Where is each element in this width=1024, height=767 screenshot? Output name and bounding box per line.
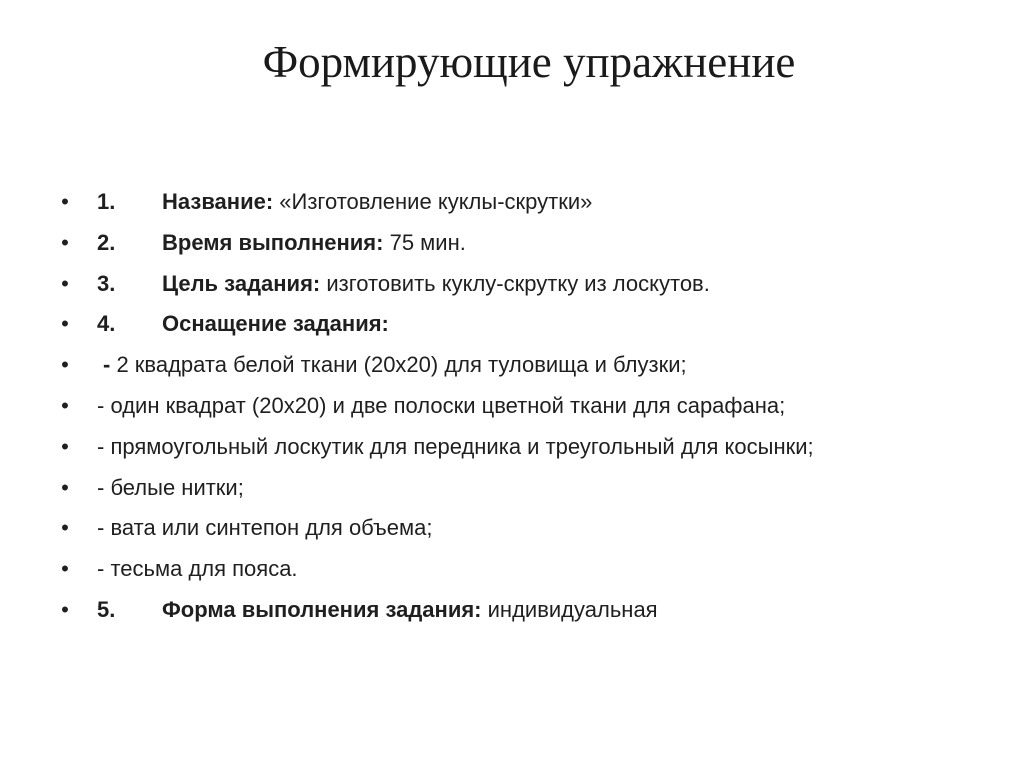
item-text (162, 264, 710, 304)
item-number: 5. (97, 596, 116, 622)
bullet-dot: • (61, 392, 69, 418)
item-value: индивидуальная (481, 596, 658, 622)
sub-item-text: - белые нитки; (97, 474, 244, 500)
bullet-dot: • (61, 311, 69, 337)
item-text (162, 223, 466, 263)
item-number: 2. (97, 229, 116, 255)
bullet-dot: • (61, 229, 69, 255)
bullet-dot: • (61, 596, 69, 622)
item-text (162, 304, 389, 344)
item-text (162, 182, 592, 222)
list-item-equipment-3 (0, 427, 1024, 468)
item-value: «Изготовление куклы-скрутки» (273, 189, 593, 214)
item-number: 4. (97, 311, 116, 337)
list-item-3 (0, 264, 1024, 305)
item-label: Название: (162, 189, 274, 214)
list-item-1 (0, 182, 1024, 223)
list-item-equipment-2 (0, 386, 1024, 427)
sub-item-value: 2 квадрата белой ткани (20х20) для туловища и блузки; (110, 352, 687, 378)
item-value: изготовить куклу-скрутку из лоскутов. (320, 270, 710, 296)
sub-item-text: - вата или синтепон для объема; (97, 515, 433, 541)
sub-item-text: - один квадрат (20х20) и две полоски цветной ткани для сарафана; (97, 392, 786, 418)
item-label: Время выполнения: (162, 229, 384, 255)
sub-item-dash: - (103, 352, 111, 378)
item-label: Цель задания: (162, 270, 321, 296)
bullet-list (0, 182, 1024, 631)
bullet-dot: • (61, 556, 69, 582)
bullet-dot: • (61, 270, 69, 296)
item-value: 75 мин. (383, 229, 466, 255)
bullet-dot: • (61, 352, 69, 378)
sub-item-text: - тесьма для пояса. (97, 556, 298, 582)
list-item-5 (0, 590, 1024, 631)
bullet-dot: • (61, 189, 69, 214)
item-label: Форма выполнения задания: (162, 596, 482, 622)
bullet-dot: • (61, 474, 69, 500)
sub-item-text: - прямоугольный лоскутик для передника и треугольный для косынки; (97, 433, 814, 459)
list-item-equipment-4 (0, 468, 1024, 509)
list-item-equipment-5 (0, 508, 1024, 549)
slide-title: Формирующие упражнение (262, 37, 796, 87)
item-number: 1. (97, 189, 116, 214)
item-number: 3. (97, 270, 116, 296)
list-item-equipment-1 (0, 345, 1024, 386)
bullet-dot: • (61, 515, 69, 541)
bullet-dot: • (61, 433, 69, 459)
sub-item-text (103, 345, 687, 385)
item-text (162, 590, 658, 630)
list-item-2 (0, 223, 1024, 264)
item-label: Оснащение задания: (162, 311, 389, 337)
list-item-equipment-6 (0, 549, 1024, 590)
list-item-4 (0, 304, 1024, 345)
